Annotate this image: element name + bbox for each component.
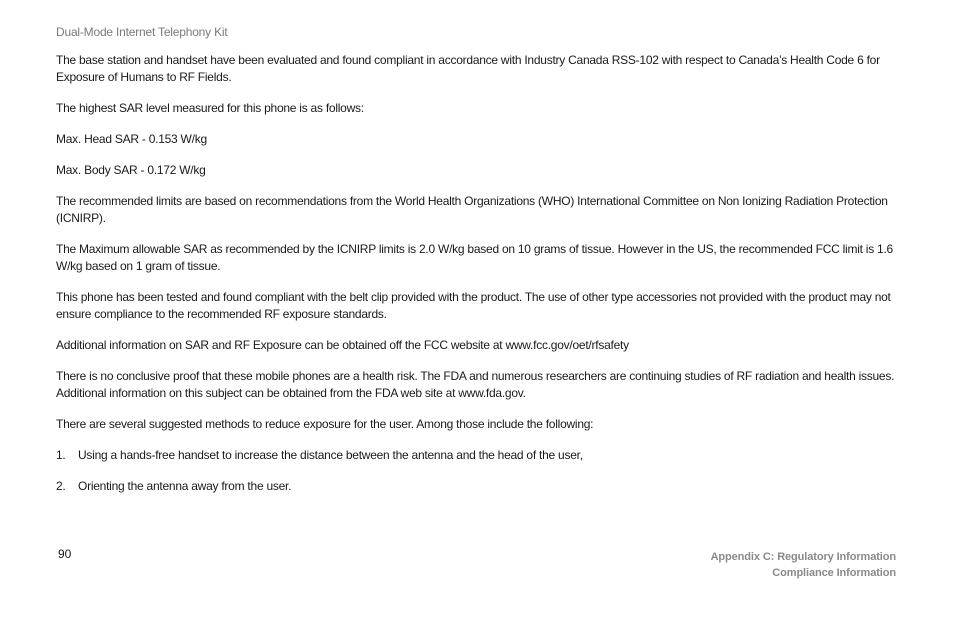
footer-subsection: Compliance Information — [772, 567, 896, 579]
footer-section-info — [711, 549, 896, 581]
paragraph-reduce-exposure: There are several suggested methods to reduce exposure for the user. Among those include the following: — [56, 417, 594, 431]
paragraph-maximum-sar: The Maximum allowable SAR as recommended by the ICNIRP limits is 2.0 W/kg based on 10 grams of tissue. However in the US, the recommended FCC limit is 1.6 W/kg based on 1 gram of tissue. — [56, 242, 893, 273]
paragraph-body-sar: Max. Body SAR - 0.172 W/kg — [56, 163, 206, 177]
page-number: 90 — [58, 547, 72, 561]
paragraph-head-sar: Max. Head SAR - 0.153 W/kg — [56, 132, 207, 146]
list-item — [56, 447, 898, 464]
list-item-text: Using a hands-free handset to increase the distance between the antenna and the head of the user, — [78, 448, 583, 462]
paragraph-belt-clip: This phone has been tested and found compliant with the belt clip provided with the product. The use of other type accessories not provided with the product may not ensure compliance to the recommended RF exposure standards. — [56, 290, 891, 321]
document-header-title: Dual-Mode Internet Telephony Kit — [56, 25, 228, 39]
footer-section: Appendix C: Regulatory Information — [710, 551, 896, 563]
paragraph-recommended-limits: The recommended limits are based on recommendations from the World Health Organizations (WHO) International Committee on Non Ionizing Radiation Protection (ICNIRP). — [56, 194, 888, 225]
list-item-number: 1. — [56, 448, 66, 462]
list-item — [56, 478, 898, 495]
paragraph-fcc-info: Additional information on SAR and RF Exposure can be obtained off the FCC website at www.fcc.gov/oet/rfsafety — [56, 338, 629, 352]
paragraph-highest-sar: The highest SAR level measured for this phone is as follows: — [56, 101, 364, 115]
paragraph-canada-compliance: The base station and handset have been evaluated and found compliant in accordance with Industry Canada RSS-102 with respect to Canada’s Health Code 6 for Exposure of Humans to RF Fields. — [56, 53, 880, 84]
document-body — [56, 52, 898, 509]
list-item-text: Orienting the antenna away from the user. — [78, 479, 292, 493]
paragraph-health-risk: There is no conclusive proof that these mobile phones are a health risk. The FDA and numerous researchers are continuing studies of RF radiation and health issues. Additional information on this subject can be obtained from the FDA web site at www.fda.gov. — [56, 369, 895, 400]
list-item-number: 2. — [56, 479, 66, 493]
